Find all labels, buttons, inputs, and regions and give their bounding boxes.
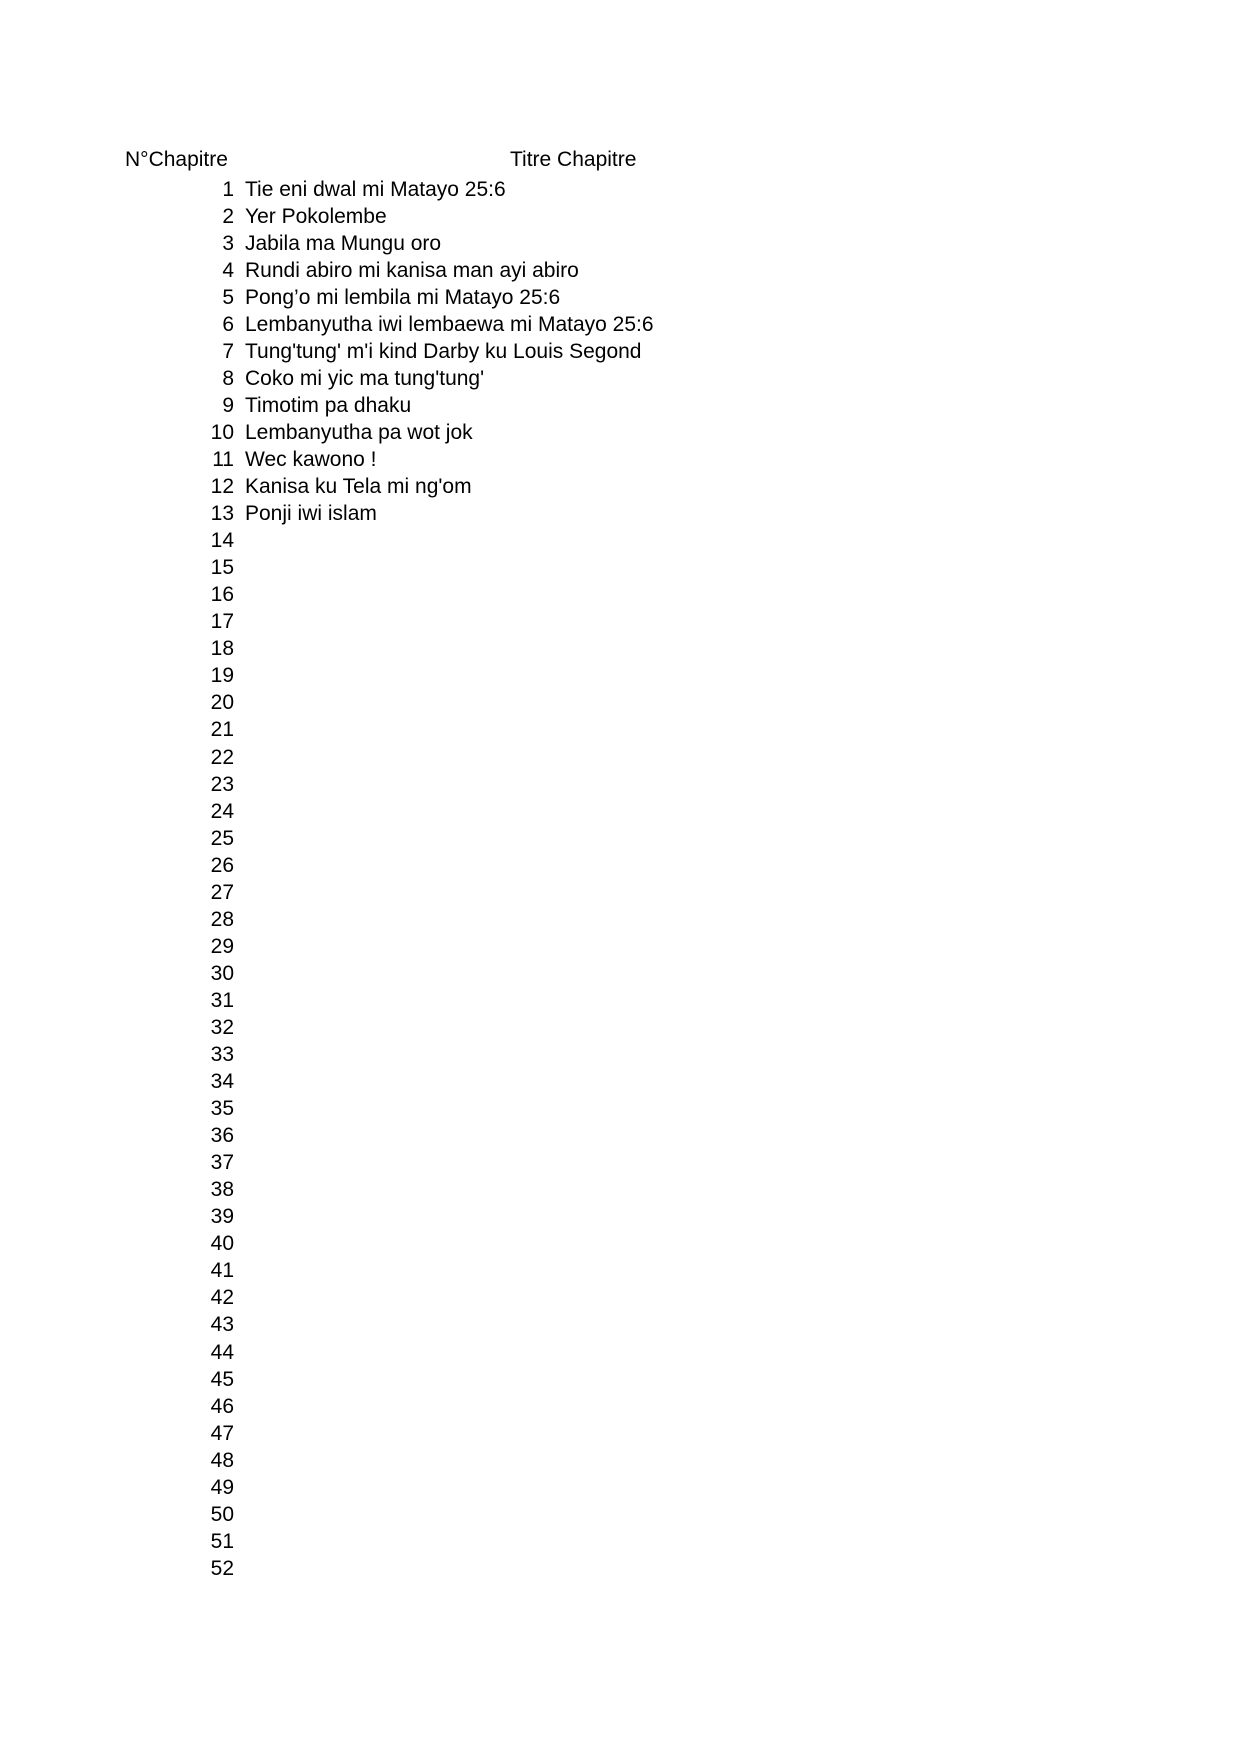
chapter-number: 21 (210, 718, 234, 742)
table-row (125, 257, 654, 284)
chapter-title: Tie eni dwal mi Matayo 25:6 (245, 177, 506, 201)
chapter-number: 28 (210, 907, 234, 931)
chapter-number: 43 (210, 1313, 234, 1337)
chapter-number: 13 (210, 502, 234, 526)
table-row (125, 338, 654, 365)
table-row (125, 230, 654, 257)
chapter-number: 11 (212, 447, 234, 471)
table-row (125, 852, 654, 879)
chapter-number: 5 (222, 285, 234, 309)
chapter-number: 51 (210, 1529, 234, 1553)
chapter-number: 6 (222, 312, 234, 336)
table-row (125, 1150, 654, 1177)
chapter-number: 2 (222, 204, 234, 228)
chapter-number: 1 (222, 177, 234, 201)
table-row (125, 1069, 654, 1096)
table-row (125, 528, 654, 555)
table-row (125, 1366, 654, 1393)
table-row (125, 1339, 654, 1366)
table-row (125, 203, 654, 230)
chapter-number: 9 (222, 393, 234, 417)
chapter-title: Lembanyutha pa wot jok (245, 420, 473, 444)
chapter-number: 41 (210, 1259, 234, 1283)
chapter-title: Jabila ma Mungu oro (245, 231, 442, 255)
chapter-title: Wec kawono ! (245, 447, 377, 471)
table-row (125, 501, 654, 528)
table-row (125, 744, 654, 771)
chapter-title: Yer Pokolembe (245, 204, 387, 228)
chapter-number: 27 (210, 880, 234, 904)
column-header-chapter-title: Titre Chapitre (510, 148, 637, 171)
table-row (125, 446, 654, 473)
chapter-number: 29 (210, 934, 234, 958)
chapter-number: 47 (210, 1421, 234, 1445)
table-row (125, 1258, 654, 1285)
table-row (125, 1177, 654, 1204)
table-row (125, 1285, 654, 1312)
chapter-number: 16 (210, 583, 234, 607)
table-row (125, 311, 654, 338)
chapter-number: 39 (210, 1205, 234, 1229)
chapter-title: Rundi abiro mi kanisa man ayi abiro (245, 258, 579, 282)
table-row (125, 1204, 654, 1231)
chapter-number: 40 (210, 1232, 234, 1256)
table-row (125, 474, 654, 501)
table-row (125, 1447, 654, 1474)
chapter-number: 8 (222, 366, 234, 390)
table-row (125, 717, 654, 744)
table-row (125, 879, 654, 906)
chapter-number: 22 (210, 745, 234, 769)
table-row (125, 960, 654, 987)
table-row (125, 1014, 654, 1041)
table-row (125, 1123, 654, 1150)
chapter-number: 17 (210, 610, 234, 634)
chapter-number: 15 (210, 556, 234, 580)
chapter-number: 46 (210, 1394, 234, 1418)
chapter-number: 35 (210, 1097, 234, 1121)
table-row (125, 663, 654, 690)
table-row (125, 1096, 654, 1123)
chapter-number: 38 (210, 1178, 234, 1202)
chapter-title: Kanisa ku Tela mi ng'om (245, 475, 472, 499)
chapter-number: 42 (210, 1286, 234, 1310)
chapter-number: 24 (210, 799, 234, 823)
chapter-number: 36 (210, 1124, 234, 1148)
table-row (125, 1420, 654, 1447)
chapter-number: 10 (210, 420, 234, 444)
chapter-number: 33 (210, 1043, 234, 1067)
table-row (125, 1501, 654, 1528)
chapter-number: 20 (210, 691, 234, 715)
chapter-number: 4 (222, 258, 234, 282)
table-row (125, 987, 654, 1014)
chapter-number: 25 (210, 826, 234, 850)
table-row (125, 1231, 654, 1258)
chapter-number: 44 (210, 1340, 234, 1364)
chapter-number: 23 (210, 772, 234, 796)
table-row (125, 1528, 654, 1555)
table-row (125, 825, 654, 852)
chapter-number: 26 (210, 853, 234, 877)
chapter-number: 12 (210, 475, 234, 499)
table-row (125, 582, 654, 609)
table-row (125, 1042, 654, 1069)
chapter-number: 32 (210, 1015, 234, 1039)
chapter-title: Coko mi yic ma tung'tung' (245, 366, 485, 390)
chapter-number: 52 (210, 1556, 234, 1580)
chapter-number: 50 (210, 1502, 234, 1526)
chapter-number: 14 (210, 529, 234, 553)
table-row (125, 771, 654, 798)
table-row (125, 555, 654, 582)
chapter-title: Timotim pa dhaku (245, 393, 412, 417)
table-row (125, 1555, 654, 1582)
chapter-number: 48 (210, 1448, 234, 1472)
table-row (125, 798, 654, 825)
chapter-number: 34 (210, 1070, 234, 1094)
table-row (125, 906, 654, 933)
table-row (125, 609, 654, 636)
table-row (125, 690, 654, 717)
table-row (125, 176, 654, 203)
table-row (125, 933, 654, 960)
chapter-list (125, 176, 654, 1582)
table-row (125, 419, 654, 446)
chapter-number: 3 (222, 231, 234, 255)
table-row (125, 1474, 654, 1501)
chapter-number: 19 (210, 664, 234, 688)
chapter-number: 30 (210, 961, 234, 985)
chapter-number: 49 (210, 1475, 234, 1499)
table-row (125, 392, 654, 419)
chapter-number: 37 (210, 1151, 234, 1175)
table-row (125, 365, 654, 392)
table-header (0, 146, 1241, 173)
chapter-title: Ponji iwi islam (245, 502, 377, 526)
table-row (125, 284, 654, 311)
chapter-number: 31 (210, 988, 234, 1012)
table-row (125, 1393, 654, 1420)
chapter-title: Lembanyutha iwi lembaewa mi Matayo 25:6 (245, 312, 654, 336)
chapter-title: Tung'tung' m'i kind Darby ku Louis Segond (245, 339, 642, 363)
column-header-chapter-number: N°Chapitre (125, 148, 228, 171)
chapter-number: 7 (222, 339, 234, 363)
table-row (125, 636, 654, 663)
chapter-title: Pong’o mi lembila mi Matayo 25:6 (245, 285, 561, 309)
chapter-number: 45 (210, 1367, 234, 1391)
table-row (125, 1312, 654, 1339)
chapter-number: 18 (210, 637, 234, 661)
